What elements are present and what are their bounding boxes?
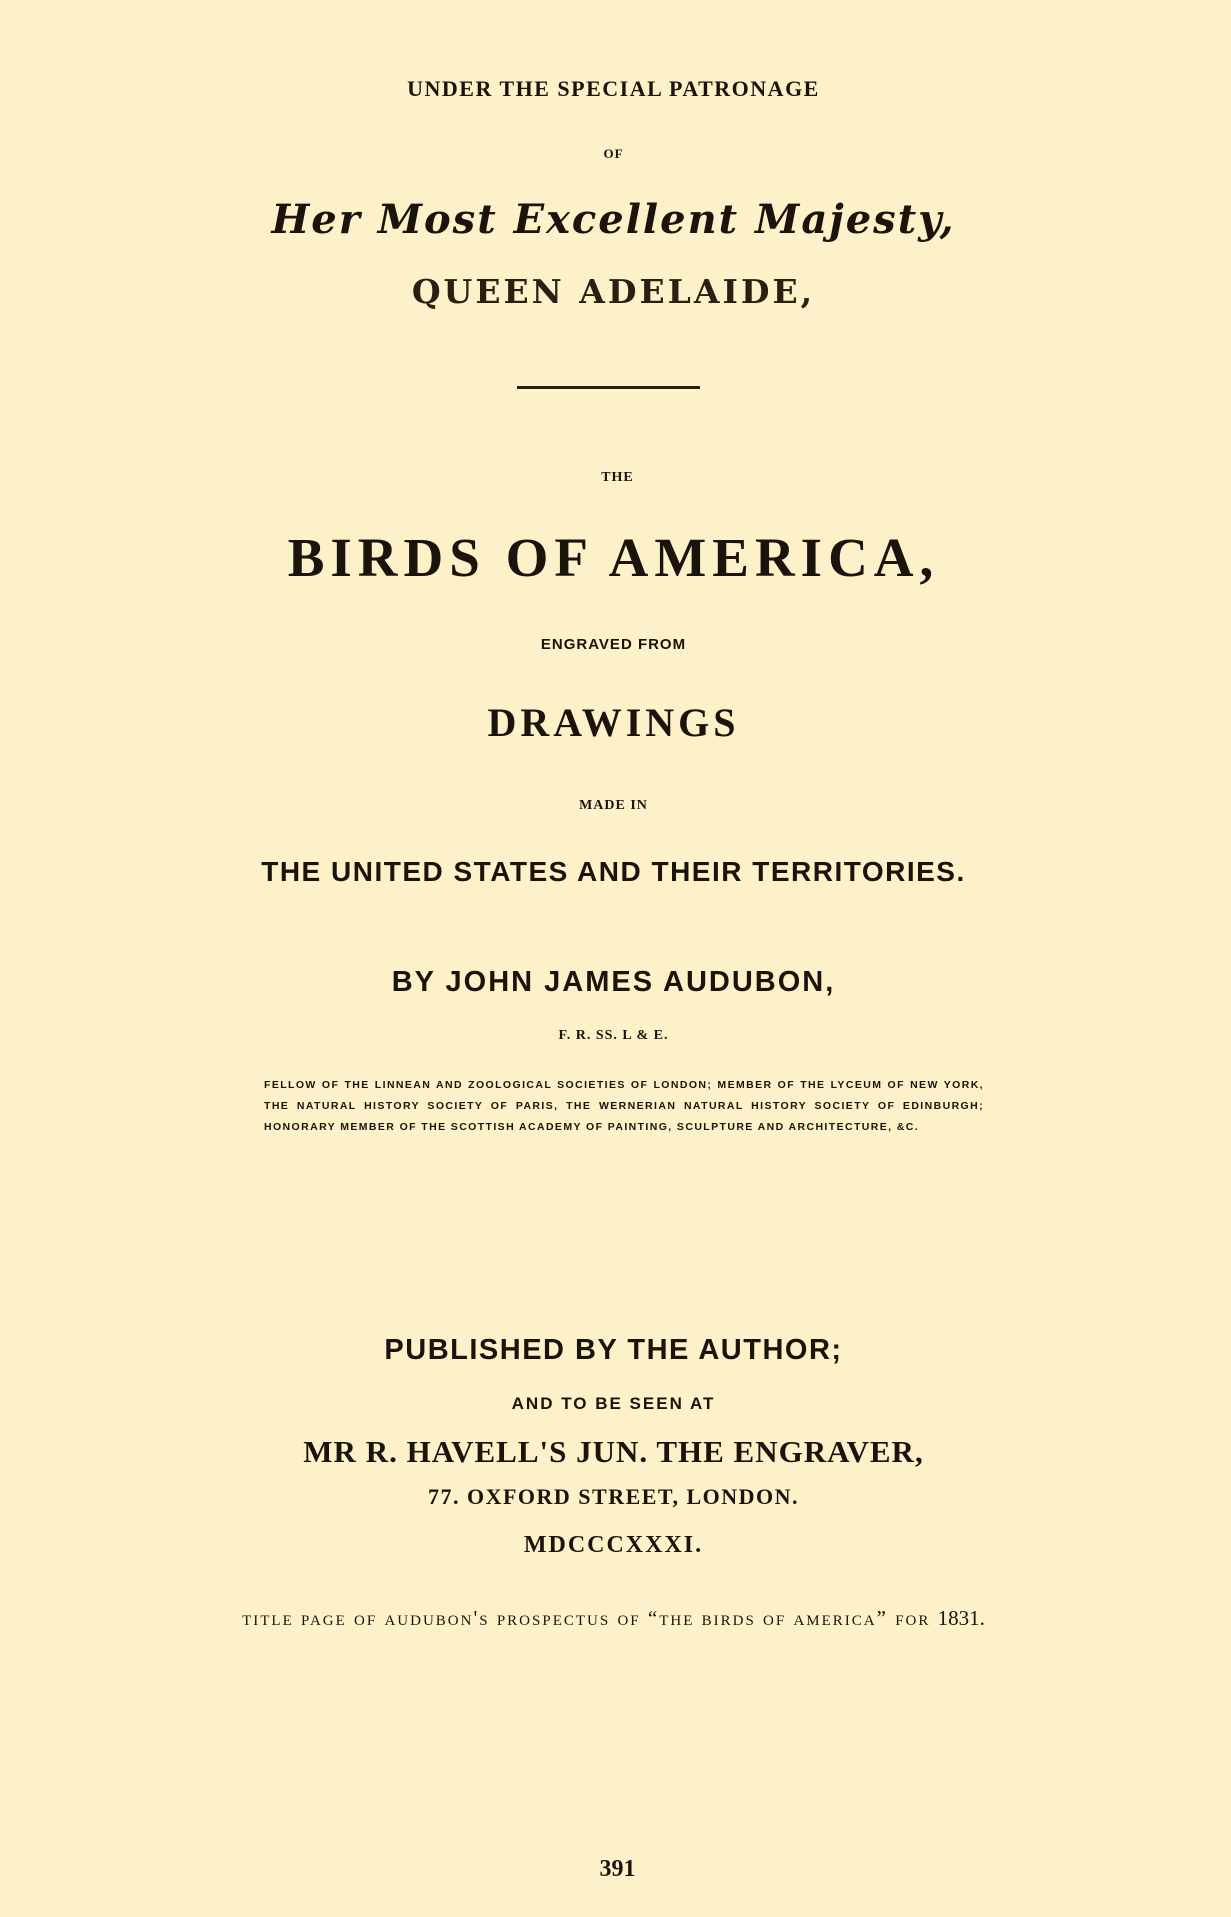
made-in-line: MADE IN [579, 798, 648, 813]
the-line: THE [601, 470, 634, 485]
caption-text: title page of audubon's prospectus of “the birds of america” for [242, 1606, 931, 1630]
patronage-line: UNDER THE SPECIAL PATRONAGE [407, 76, 820, 101]
divider-rule [517, 386, 700, 389]
address-line: 77. OXFORD STREET, LONDON. [427, 1484, 800, 1509]
queen-line: QUEEN ADELAIDE, [411, 272, 816, 311]
caption-year: 1831. [937, 1606, 985, 1630]
book-title: BIRDS OF AMERICA, [287, 527, 940, 588]
fellowships-paragraph: FELLOW OF THE LINNEAN AND ZOOLOGICAL SOCIETIES OF LONDON; MEMBER OF THE LYCEUM OF NEW YORK, THE NATURAL HISTORY SOCIETY OF PARIS, THE WERNERIAN NATURAL HISTORY SOCIETY OF EDINBURGH; HONORARY MEMBER OF THE SCOTTISH ACADEMY OF PAINTING, SCULPTURE AND ARCHITECTURE, &C. [264, 1078, 984, 1133]
drawings-line: DRAWINGS [487, 700, 740, 745]
year-line: MDCCCXXXI. [523, 1532, 704, 1558]
page-number: 391 [599, 1856, 636, 1882]
engraver-line: MR R. HAVELL'S JUN. THE ENGRAVER, [303, 1434, 924, 1469]
published-line: PUBLISHED BY THE AUTHOR; [384, 1334, 843, 1366]
of-line: OF [603, 146, 624, 161]
figure-caption [0, 1606, 1229, 1631]
credentials-line: F. R. SS. L & E. [558, 1028, 669, 1043]
to-be-seen-line: AND TO BE SEEN AT [511, 1394, 716, 1413]
engraved-from-line: ENGRAVED FROM [540, 636, 687, 653]
author-line: BY JOHN JAMES AUDUBON, [391, 966, 836, 998]
majesty-line: Her Most Excellent Majesty, [271, 196, 956, 243]
territories-line: THE UNITED STATES AND THEIR TERRITORIES. [261, 856, 966, 887]
